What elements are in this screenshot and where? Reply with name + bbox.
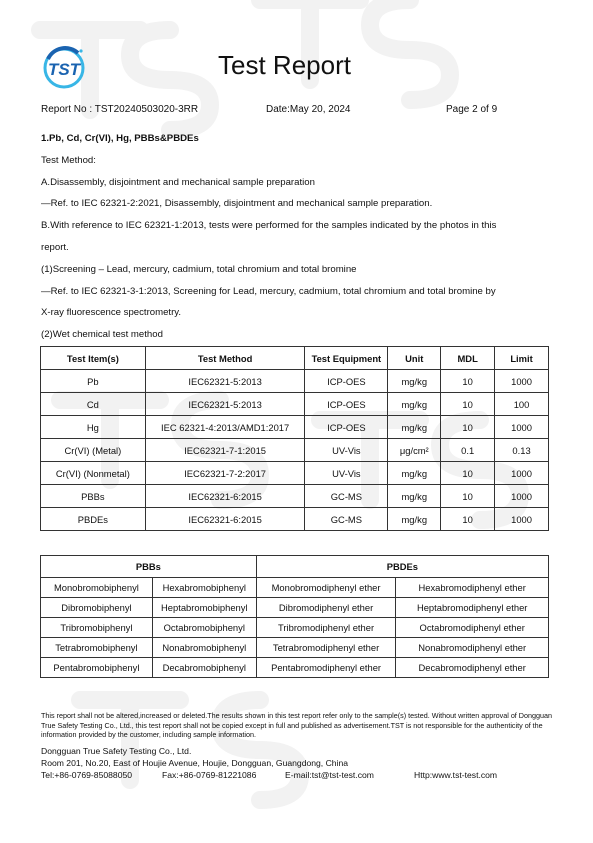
table-cell: IEC 62321-4:2013/AMD1:2017 xyxy=(145,416,305,439)
table-cell: ICP-OES xyxy=(305,393,388,416)
table-cell: UV-Vis xyxy=(305,462,388,485)
table-cell: Octabromobiphenyl xyxy=(152,618,256,638)
table-cell: 100 xyxy=(495,393,549,416)
table-cell: Pentabromobiphenyl xyxy=(41,658,153,678)
method-line: (1)Screening – Lead, mercury, cadmium, total chromium and total bromine xyxy=(41,264,357,275)
table-cell: Hg xyxy=(41,416,146,439)
table-cell: mg/kg xyxy=(388,485,441,508)
table-cell: Tribromobiphenyl xyxy=(41,618,153,638)
table-row xyxy=(41,416,549,439)
table-row xyxy=(41,485,549,508)
table-row xyxy=(41,508,549,531)
table-cell: Hexabromobiphenyl xyxy=(152,578,256,598)
table-row xyxy=(41,370,549,393)
table-cell: Nonabromobiphenyl xyxy=(152,638,256,658)
table-cell: mg/kg xyxy=(388,393,441,416)
test-method-table xyxy=(40,346,549,531)
table-cell: Dibromobiphenyl xyxy=(41,598,153,618)
method-line: X-ray fluorescence spectrometry. xyxy=(41,307,182,318)
table-cell: Dibromodiphenyl ether xyxy=(256,598,396,618)
table-row xyxy=(41,658,549,678)
table-cell: mg/kg xyxy=(388,370,441,393)
table-cell: GC-MS xyxy=(305,508,388,531)
table-cell: 10 xyxy=(441,462,495,485)
table-cell: Tribromodiphenyl ether xyxy=(256,618,396,638)
report-number: Report No : TST20240503020-3RR xyxy=(41,104,199,115)
column-header: Limit xyxy=(495,347,549,370)
table-cell: Tetrabromodiphenyl ether xyxy=(256,638,396,658)
table-cell: Pb xyxy=(41,370,146,393)
table-cell: 10 xyxy=(441,370,495,393)
table-cell: UV-Vis xyxy=(305,439,388,462)
table-row xyxy=(41,598,549,618)
table-cell: 10 xyxy=(441,485,495,508)
phone-number: Tel:+86-0769-85088050 xyxy=(41,770,133,780)
method-line: (2)Wet chemical test method xyxy=(41,329,163,340)
table-cell: ICP-OES xyxy=(305,416,388,439)
column-header: Test Equipment xyxy=(305,347,388,370)
table-cell: Cd xyxy=(41,393,146,416)
table-cell: 0.1 xyxy=(441,439,495,462)
table-cell: Cr(VI) (Nonmetal) xyxy=(41,462,146,485)
table-cell: mg/kg xyxy=(388,416,441,439)
method-line: Test Method: xyxy=(41,155,96,166)
page-title: Test Report xyxy=(218,50,351,80)
table-cell: 1000 xyxy=(495,485,549,508)
method-line: —Ref. to IEC 62321-3-1:2013, Screening for Lead, mercury, cadmium, total chromium and total bromine by xyxy=(41,286,496,297)
method-line: report. xyxy=(41,242,69,253)
column-header: PBDEs xyxy=(256,556,548,578)
table-cell: Cr(VI) (Metal) xyxy=(41,439,146,462)
table-cell: 1000 xyxy=(495,508,549,531)
email-address: E-mail:tst@tst-test.com xyxy=(285,770,374,780)
page-indicator: Page 2 of 9 xyxy=(446,104,498,115)
table-cell: Tetrabromobiphenyl xyxy=(41,638,153,658)
table-row xyxy=(41,462,549,485)
table-row xyxy=(41,618,549,638)
table-cell: Heptabromobiphenyl xyxy=(152,598,256,618)
table-cell: ICP-OES xyxy=(305,370,388,393)
table-cell: 1000 xyxy=(495,462,549,485)
table-cell: 1000 xyxy=(495,416,549,439)
company-name: Dongguan True Safety Testing Co., Ltd. xyxy=(41,746,192,756)
table-cell: Octabromodiphenyl ether xyxy=(396,618,549,638)
svg-text:TST: TST xyxy=(47,60,81,79)
table-cell: Monobromodiphenyl ether xyxy=(256,578,396,598)
table-row xyxy=(41,393,549,416)
table-row xyxy=(41,578,549,598)
table-cell: Heptabromodiphenyl ether xyxy=(396,598,549,618)
column-header: Test Item(s) xyxy=(41,347,146,370)
column-header: MDL xyxy=(441,347,495,370)
section-heading: 1.Pb, Cd, Cr(VI), Hg, PBBs&PBDEs xyxy=(41,133,199,144)
table-cell: Monobromobiphenyl xyxy=(41,578,153,598)
table-cell: PBBs xyxy=(41,485,146,508)
fax-number: Fax:+86-0769-81221086 xyxy=(162,770,257,780)
table-cell: GC-MS xyxy=(305,485,388,508)
table-row xyxy=(41,638,549,658)
table-cell: Decabromodiphenyl ether xyxy=(396,658,549,678)
method-line: A.Disassembly, disjointment and mechanical sample preparation xyxy=(41,177,315,188)
table-cell: IEC62321-7-1:2015 xyxy=(145,439,305,462)
table-cell: PBDEs xyxy=(41,508,146,531)
table-cell: IEC62321-6:2015 xyxy=(145,508,305,531)
table-cell: 10 xyxy=(441,393,495,416)
table-cell: IEC62321-5:2013 xyxy=(145,393,305,416)
table-cell: Decabromobiphenyl xyxy=(152,658,256,678)
table-cell: IEC62321-5:2013 xyxy=(145,370,305,393)
disclaimer-text: This report shall not be altered,increased or deleted.The results shown in this test report refer only to the sample(s) tested. Without written approval of Dongguan True Safety Testing Co., Ltd., this test report shall not be copied except in full and published as advertisement.TST is not responsible for the authenticity of the information provided by the customer, including sample information. xyxy=(41,711,552,739)
company-address: Room 201, No.20, East of Houjie Avenue, Houjie, Dongguan, Guangdong, China xyxy=(41,758,349,768)
table-cell: 10 xyxy=(441,416,495,439)
table-cell: mg/kg xyxy=(388,508,441,531)
table-cell: Nonabromodiphenyl ether xyxy=(396,638,549,658)
column-header: Unit xyxy=(388,347,441,370)
report-date: Date:May 20, 2024 xyxy=(266,104,351,115)
table-cell: IEC62321-7-2:2017 xyxy=(145,462,305,485)
table-header-row xyxy=(41,556,549,578)
website-link: Http:www.tst-test.com xyxy=(414,770,498,780)
table-header-row xyxy=(41,347,549,370)
table-cell: μg/cm² xyxy=(388,439,441,462)
table-row xyxy=(41,439,549,462)
table-cell: 1000 xyxy=(495,370,549,393)
table-cell: 10 xyxy=(441,508,495,531)
table-cell: 0.13 xyxy=(495,439,549,462)
table-cell: mg/kg xyxy=(388,462,441,485)
column-header: PBBs xyxy=(41,556,257,578)
table-cell: Pentabromodiphenyl ether xyxy=(256,658,396,678)
table-cell: IEC62321-6:2015 xyxy=(145,485,305,508)
compound-table xyxy=(40,555,549,678)
method-line: —Ref. to IEC 62321-2:2021, Disassembly, disjointment and mechanical sample preparation. xyxy=(41,198,433,209)
table-cell: Hexabromodiphenyl ether xyxy=(396,578,549,598)
method-line: B.With reference to IEC 62321-1:2013, tests were performed for the samples indicated by the photos in this xyxy=(41,220,497,231)
column-header: Test Method xyxy=(145,347,305,370)
